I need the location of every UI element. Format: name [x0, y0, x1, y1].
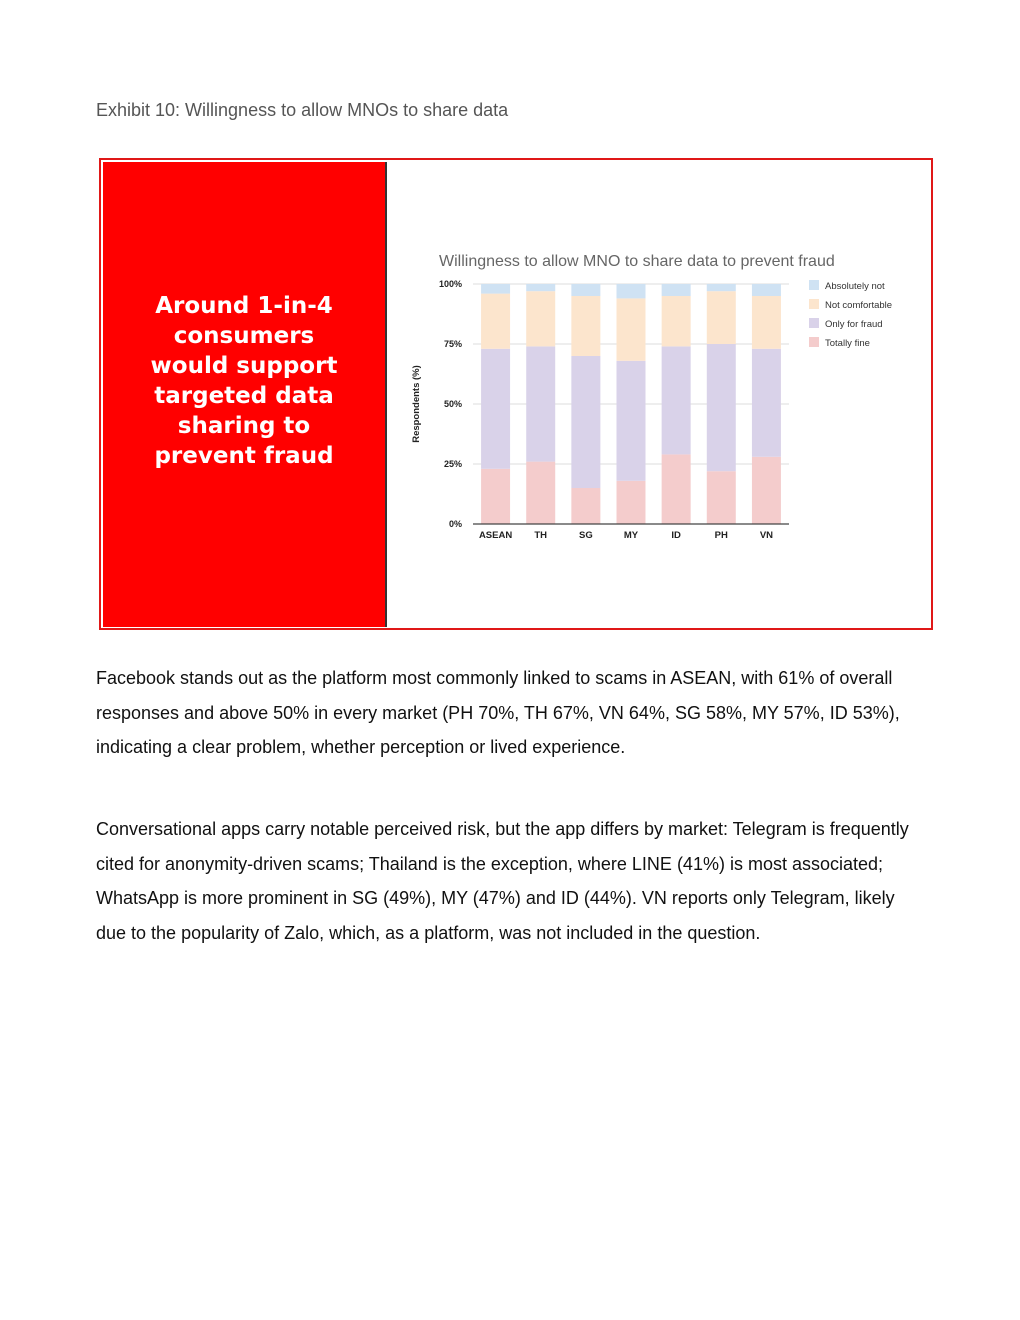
stacked-bar-chart	[101, 160, 931, 628]
bar-segment-asean-absolutely-not	[481, 284, 510, 294]
bar-segment-asean-totally-fine	[481, 469, 510, 524]
y-tick-label: 25%	[443, 459, 462, 469]
paragraph-facebook: Facebook stands out as the platform most commonly linked to scams in ASEAN, with 61% of overall responses and above 50% in every market (PH 70%, TH 67%, VN 64%, SG 58%, MY 57%, ID 53%), indicating a clear problem, whether perception or lived experience.	[96, 668, 900, 757]
callout-text: Around 1-in-4 consumers would support targeted data sharing to prevent fraud	[150, 292, 338, 469]
bar-segment-my-totally-fine	[617, 481, 646, 524]
legend-label: Absolutely not	[825, 281, 885, 292]
bar-segment-th-totally-fine	[526, 462, 555, 524]
legend-label: Only for fraud	[825, 319, 883, 330]
bar-segment-th-absolutely-not	[526, 284, 555, 291]
paragraph-conversational-apps: Conversational apps carry notable perceived risk, but the app differs by market: Telegram is frequently cited for anonymity-driven scams; Thailand is the exception, where LINE (41%) is most associated; WhatsApp is more prominent in SG (49%), MY (47%) and ID (44%). VN reports only Telegram, likely due to the popularity of Zalo, which, as a platform, was not included in the question.	[96, 819, 909, 943]
bar-segment-id-not-comfortable	[662, 296, 691, 346]
legend-swatch	[809, 299, 819, 309]
x-tick-label: MY	[623, 530, 639, 541]
bar-segment-ph-only-for-fraud	[707, 344, 736, 471]
legend-label: Totally fine	[825, 338, 870, 349]
y-tick-label: 0%	[448, 519, 462, 529]
y-tick-label: 50%	[443, 399, 462, 409]
bar-segment-asean-only-for-fraud	[481, 349, 510, 469]
bar-segment-id-totally-fine	[662, 454, 691, 524]
legend-label: Not comfortable	[825, 300, 893, 311]
x-tick-label: ASEAN	[478, 530, 513, 541]
bar-segment-my-absolutely-not	[617, 284, 646, 298]
x-tick-label: SG	[578, 530, 593, 541]
bar-segment-id-absolutely-not	[662, 284, 691, 296]
bar-segment-sg-totally-fine	[571, 488, 600, 524]
x-tick-label: VN	[759, 530, 774, 541]
bar-segment-th-not-comfortable	[526, 291, 555, 346]
x-tick-label: TH	[534, 530, 548, 541]
bar-segment-my-only-for-fraud	[617, 361, 646, 481]
legend-swatch	[809, 337, 819, 347]
bar-segment-sg-absolutely-not	[571, 284, 600, 296]
y-tick-label: 100%	[438, 279, 462, 289]
bar-segment-vn-not-comfortable	[752, 296, 781, 349]
bar-segment-sg-not-comfortable	[571, 296, 600, 356]
legend-swatch	[809, 318, 819, 328]
exhibit-frame	[99, 158, 933, 630]
y-tick-label: 75%	[443, 339, 462, 349]
chart-title: Willingness to allow MNO to share data to prevent fraud	[439, 253, 835, 270]
bar-segment-ph-totally-fine	[707, 471, 736, 524]
bar-segment-th-only-for-fraud	[526, 346, 555, 461]
x-tick-label: PH	[714, 530, 728, 541]
bar-segment-sg-only-for-fraud	[571, 356, 600, 488]
bar-segment-ph-absolutely-not	[707, 284, 736, 291]
bar-segment-ph-not-comfortable	[707, 291, 736, 344]
exhibit-caption: Exhibit 10: Willingness to allow MNOs to share data	[96, 100, 509, 120]
bar-segment-vn-absolutely-not	[752, 284, 781, 296]
y-axis-label: Respondents (%)	[411, 365, 422, 443]
legend-swatch	[809, 280, 819, 290]
bar-segment-vn-only-for-fraud	[752, 349, 781, 457]
bar-segment-vn-totally-fine	[752, 457, 781, 524]
bar-segment-my-not-comfortable	[617, 298, 646, 360]
x-tick-label: ID	[671, 530, 681, 541]
bar-segment-id-only-for-fraud	[662, 346, 691, 454]
bar-segment-asean-not-comfortable	[481, 294, 510, 349]
